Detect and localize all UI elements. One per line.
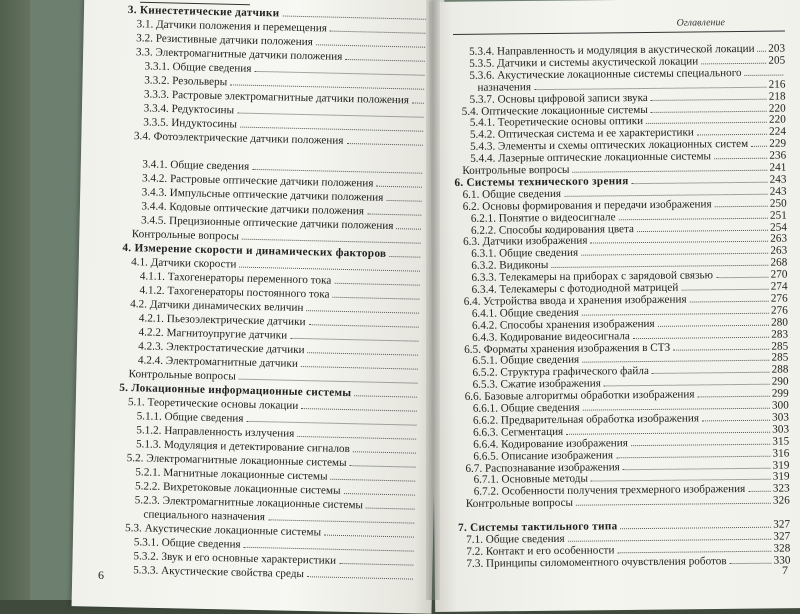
toc-entry-page: 251 bbox=[769, 209, 787, 222]
toc-leader-dots bbox=[230, 84, 424, 89]
toc-entry-page: 327 bbox=[773, 530, 791, 543]
toc-leader-dots bbox=[581, 253, 768, 256]
toc-entry-title: 6.6.3. Сегментация bbox=[472, 425, 564, 439]
toc-leader-dots bbox=[698, 396, 770, 398]
toc-entry-page: 263 bbox=[770, 244, 788, 257]
toc-entry-title: 3.4.1. Общие сведения bbox=[142, 158, 250, 173]
toc-leader-dots bbox=[591, 479, 771, 482]
toc-entry-page: 276 bbox=[770, 304, 788, 317]
toc-leader-dots bbox=[350, 465, 416, 467]
toc-leader-dots bbox=[701, 63, 766, 65]
toc-leader-dots bbox=[651, 110, 767, 112]
toc-leader-dots bbox=[297, 436, 416, 440]
toc-entry-title: 5.1. Теоретические основы локации bbox=[127, 396, 299, 412]
toc-entry-title: 6.3.4. Телекамеры с фотодиодной матрицей bbox=[471, 281, 679, 296]
toc-entry-title: 5.1.2. Направленность излучения bbox=[136, 424, 295, 440]
toc-leader-dots bbox=[715, 205, 768, 207]
toc-entry-page: 290 bbox=[771, 375, 789, 388]
toc-entry-title: 5.3.4. Направленность и модуляция в акустической локации bbox=[468, 42, 755, 58]
toc-leader-dots bbox=[386, 200, 421, 202]
toc-entry-title: 5.2.1. Магнитные локационные системы bbox=[135, 466, 328, 483]
toc-entry-title: 3.2. Резистивные датчики положения bbox=[136, 32, 313, 49]
toc-entry-title: 4.1. Датчики скорости bbox=[131, 256, 237, 271]
toc-entry-title: 4.2.4. Электромагнитные датчики bbox=[137, 354, 299, 370]
toc-entry-title: 5.3. Акустические локационные системы bbox=[124, 522, 322, 539]
toc-entry-title: 3.1. Датчики положения и перемещения bbox=[136, 18, 328, 35]
toc-entry-title: 6.4. Устройства ввода и хранения изображения bbox=[463, 293, 687, 308]
toc-entry-title: 3.3.5. Индуктосины bbox=[143, 116, 238, 131]
toc-leader-dots bbox=[290, 338, 418, 342]
toc-entry-page: 319 bbox=[772, 470, 790, 484]
toc-leader-dots bbox=[412, 102, 424, 103]
toc-leader-dots bbox=[582, 313, 769, 316]
toc-entry-page: 326 bbox=[772, 494, 790, 507]
toc-entry-title: 7.3. Принципы силомоментного очувствления роботов bbox=[466, 554, 727, 570]
toc-leader-dots bbox=[306, 310, 419, 314]
toc-entry-title: 4. Измерение скорости и динамических факторов bbox=[122, 241, 387, 260]
toc-leader-dots bbox=[604, 384, 770, 387]
toc-leader-dots bbox=[576, 503, 771, 506]
toc-entry-page: 303 bbox=[772, 423, 790, 436]
toc-entry-title: 5.4.3. Элементы и схемы оптических локационных систем bbox=[469, 138, 749, 154]
toc-entry-page: 263 bbox=[770, 232, 788, 246]
toc-entry-page: 288 bbox=[771, 363, 789, 376]
toc-leader-dots bbox=[551, 265, 768, 268]
toc-leader-dots bbox=[346, 143, 423, 146]
toc-entry-title: 5.4.2. Оптическая система и ее характеристики bbox=[469, 126, 694, 142]
toc-entry-title: 3.3.2. Резольверы bbox=[144, 74, 228, 89]
toc-entry-title: 5.2.2. Вихретоковые локационные системы bbox=[134, 480, 341, 497]
toc-entry-page: 316 bbox=[772, 447, 790, 460]
toc-entry-page: 276 bbox=[770, 292, 788, 305]
toc-entry-title: 5.3.1. Общие сведения bbox=[133, 536, 241, 551]
toc-entry-title: 5.3.3. Акустические свойства среды bbox=[133, 564, 305, 581]
toc-entry-page: 205 bbox=[768, 54, 786, 67]
running-header-text: Оглавление bbox=[676, 17, 725, 29]
toc-leader-dots bbox=[646, 122, 767, 124]
toc-leader-dots bbox=[651, 98, 767, 100]
toc-entry-page: 328 bbox=[773, 542, 791, 555]
toc-leader-dots bbox=[301, 366, 418, 370]
toc-leader-dots bbox=[246, 421, 416, 426]
toc-entry-page: 303 bbox=[772, 411, 789, 424]
toc-leader-dots bbox=[396, 228, 421, 230]
toc-entry-title: 6.6.2. Предварительная обработка изображения bbox=[472, 412, 700, 427]
toc-entry-title: 6.7.1. Основные методы bbox=[473, 473, 589, 487]
toc-entry-title: 4.1.2. Тахогенераторы постоянного тока bbox=[139, 284, 330, 301]
toc-leader-dots bbox=[758, 51, 767, 52]
toc-entry-page: 300 bbox=[771, 399, 789, 412]
toc-entry-title: 6.2.1. Понятие о видеосигнале bbox=[470, 210, 616, 225]
toc-leader-dots bbox=[745, 74, 784, 75]
toc-entry-title: 6.6. Базовые алгоритмы обработки изображения bbox=[464, 388, 695, 403]
toc-entry-title: 5.3.5. Датчики и системы акустической локации bbox=[469, 55, 699, 70]
toc-entry-title: 6. Системы технического зрения bbox=[454, 175, 629, 189]
toc-entry-title: 6.4.3. Кодирование видеосигнала bbox=[471, 329, 630, 344]
toc-entry-title: 6.3.3. Телекамеры на приборах с зарядовой связью bbox=[471, 269, 713, 284]
toc-leader-dots bbox=[282, 16, 425, 20]
toc-leader-dots bbox=[330, 479, 415, 482]
toc-leader-dots bbox=[330, 31, 426, 34]
toc-entry-page: 224 bbox=[769, 125, 786, 138]
toc-entry-title: 4.2.2. Магнитоупругие датчики bbox=[138, 326, 288, 342]
toc-entry-title: назначения bbox=[477, 80, 532, 94]
toc-entry-page: 270 bbox=[770, 268, 788, 281]
toc-leader-dots bbox=[301, 408, 417, 412]
toc-leader-dots bbox=[534, 86, 767, 89]
toc-entry-title: Контрольные вопросы bbox=[462, 163, 570, 177]
toc-leader-dots bbox=[389, 256, 420, 258]
toc-entry-page: 323 bbox=[772, 482, 790, 495]
toc-entry-title: 4.1.1. Тахогенераторы переменного тока bbox=[139, 270, 332, 287]
toc-entry-title: 6.5.3. Сжатие изображения bbox=[472, 377, 601, 392]
toc-entry-title: 3. Кинестетические датчики bbox=[127, 4, 280, 20]
toc-entry-title: 3.4.4. Кодовые оптические датчики положения bbox=[141, 200, 365, 218]
toc-entry-page: 243 bbox=[769, 185, 787, 198]
toc-leader-dots bbox=[316, 44, 425, 47]
toc-entry-title: 6.6.1. Общие сведения bbox=[472, 401, 580, 415]
toc-entry-title: 6.2.2. Способы кодирования цвета bbox=[470, 222, 635, 237]
toc-leader-dots bbox=[616, 455, 771, 458]
toc-leader-dots bbox=[334, 283, 419, 286]
toc-entry-page: 299 bbox=[771, 387, 789, 400]
toc-leader-dots bbox=[307, 576, 413, 579]
toc-leader-dots bbox=[252, 169, 422, 174]
toc-entry-page: 243 bbox=[769, 173, 787, 186]
toc-leader-dots bbox=[637, 229, 768, 231]
toc-leader-dots bbox=[339, 563, 413, 566]
toc-entry-title: 3.4. Фотоэлектрические датчики положения bbox=[133, 130, 344, 147]
toc-leader-dots bbox=[237, 113, 423, 118]
toc-entry-title: 3.3.3. Растровые электромагнитные датчики положения bbox=[143, 88, 410, 107]
toc-entry-title: 5.1.1. Общие сведения bbox=[136, 410, 244, 425]
toc-entry-title: 3.4.2. Растровые оптические датчики положения bbox=[141, 172, 374, 190]
toc-entry-title: 5.4.1. Теоретические основы оптики bbox=[469, 115, 644, 130]
toc-entry-page: 218 bbox=[768, 90, 786, 103]
toc-entry-title: 3.3.4. Редуктосины bbox=[143, 102, 235, 117]
toc-leader-dots bbox=[623, 467, 771, 470]
toc-entry-title: 6.2. Основы формирования и передачи изображения bbox=[462, 197, 712, 213]
toc-leader-dots bbox=[308, 352, 419, 356]
toc-entry-page: 327 bbox=[773, 518, 791, 531]
toc-entry-page: 315 bbox=[772, 435, 790, 448]
toc-leader-dots bbox=[568, 539, 772, 542]
toc-entry-title: 3.4.5. Прецизионные оптические датчики положения bbox=[140, 214, 394, 233]
toc-entry-title: 5.4.4. Лазерные оптические локационные системы bbox=[470, 150, 712, 165]
toc-entry-title: 6.4.2. Способы хранения изображения bbox=[471, 317, 655, 332]
toc-entry-title: 6.5. Форматы хранения изображения в СТЗ bbox=[464, 341, 671, 356]
toc-entry-page: 241 bbox=[769, 161, 787, 174]
toc-entry-title: 5.1.3. Модуляция и детектирование сигналов bbox=[135, 438, 350, 456]
toc-leader-dots bbox=[702, 420, 770, 422]
toc-entry-title: 6.7.2. Особенности получения трехмерного изображения bbox=[473, 483, 746, 499]
toc-leader-dots bbox=[308, 324, 418, 328]
toc-entry-page: 254 bbox=[770, 221, 787, 234]
page-number-right: 7 bbox=[782, 563, 788, 577]
toc-entry-title: 5.2. Электромагнитные локационные системы bbox=[126, 452, 347, 470]
toc-leader-dots bbox=[632, 182, 768, 184]
toc-leader-dots bbox=[343, 493, 414, 496]
toc-entry-title: 5. Локационные информационные системы bbox=[119, 381, 352, 400]
toc-entry-title: 3.3.1. Общие сведения bbox=[144, 60, 252, 75]
toc-leader-dots bbox=[633, 336, 769, 338]
toc-entry-title: 6.3.2. Видиконы bbox=[471, 259, 549, 273]
toc-entry-page: 319 bbox=[772, 459, 790, 472]
toc-leader-dots bbox=[573, 170, 768, 173]
toc-leader-dots bbox=[566, 431, 770, 434]
toc-entry-page: 330 bbox=[773, 554, 791, 567]
toc-leader-dots bbox=[619, 217, 768, 220]
toc-leader-dots bbox=[354, 395, 417, 397]
toc-leader-dots bbox=[714, 158, 767, 160]
toc-leader-dots bbox=[620, 527, 771, 530]
toc-entry-page: 250 bbox=[769, 197, 787, 210]
page-number-left: 6 bbox=[98, 568, 104, 582]
toc-entry-title: 5.3.6. Акустические локационные системы специального bbox=[469, 66, 742, 82]
toc-entry-page: 285 bbox=[771, 351, 789, 365]
toc-leader-dots bbox=[239, 379, 418, 384]
toc-leader-dots bbox=[324, 535, 414, 538]
toc-leader-dots bbox=[240, 127, 423, 132]
toc-entry-page: 220 bbox=[768, 102, 786, 115]
toc-entry-title: 4.2. Датчики динамических величин bbox=[130, 298, 304, 315]
toc-leader-dots bbox=[345, 59, 425, 62]
toc-entry-title: 6.3.1. Общие сведения bbox=[471, 246, 579, 261]
toc-entry-page: 283 bbox=[771, 328, 789, 341]
toc-leader-dots bbox=[353, 451, 416, 453]
toc-entry-title: 6.5.1. Общие сведения bbox=[472, 354, 580, 368]
toc-leader-dots bbox=[583, 408, 770, 411]
toc-leader-dots bbox=[366, 508, 415, 510]
toc-entry-title: 4.2.1. Пьезоэлектрические датчики bbox=[138, 312, 306, 329]
toc-entry-title: 3.4.3. Импульсные оптические датчики положения bbox=[141, 186, 384, 204]
toc-entry-title: 6.5.2. Структура графического файла bbox=[472, 365, 649, 380]
book-gutter bbox=[426, 0, 440, 600]
toc-entry-title: 7.1. Общие сведения bbox=[466, 532, 565, 546]
toc-leader-dots bbox=[658, 324, 769, 326]
toc-entry-title: 5.2.3. Электромагнитные локационные системы bbox=[134, 494, 364, 512]
toc-leader-dots bbox=[564, 194, 768, 197]
toc-leader-dots bbox=[716, 277, 769, 279]
toc-leader-dots bbox=[748, 491, 771, 492]
toc-leader-dots bbox=[652, 372, 770, 374]
toc-leader-dots bbox=[582, 360, 769, 363]
toc-entry-title: 6.6.4. Кодирование изображения bbox=[473, 436, 628, 451]
toc-entry-title: 5.3.2. Звук и его основные характеристики bbox=[133, 550, 337, 567]
toc-entry-title: специального назначения bbox=[143, 508, 266, 524]
toc-entry-page: 203 bbox=[768, 42, 786, 55]
toc-leader-dots bbox=[681, 289, 768, 291]
toc-entry-title: 3.3. Электромагнитные датчики положения bbox=[135, 46, 343, 63]
toc-entry-title: 4.2.3. Электростатические датчики bbox=[138, 340, 305, 357]
toc-entry-page: 236 bbox=[769, 149, 787, 162]
toc-entry-title: Контрольные вопросы bbox=[131, 228, 240, 243]
toc-leader-dots bbox=[697, 134, 767, 136]
toc-leader-dots bbox=[367, 213, 421, 215]
toc-entry-title: 7. Системы тактильного типа bbox=[457, 520, 618, 534]
toc-leader-dots bbox=[239, 267, 420, 272]
toc-entry-page: 268 bbox=[770, 256, 788, 269]
toc-leader-dots bbox=[332, 297, 419, 300]
toc-leader-dots bbox=[242, 239, 421, 244]
toc-leader-dots bbox=[617, 550, 771, 553]
toc-leader-dots bbox=[631, 443, 771, 445]
toc-entry-page: 216 bbox=[768, 78, 786, 91]
toc-entry-title: 5.3.7. Основы цифровой записи звука bbox=[469, 91, 648, 106]
toc-entry-title: 6.6.5. Описание изображения bbox=[473, 448, 614, 463]
toc-leader-dots bbox=[254, 71, 424, 76]
toc-leader-dots bbox=[591, 241, 769, 244]
toc-leader-dots bbox=[268, 519, 414, 523]
toc-leader-dots bbox=[376, 186, 422, 188]
toc-entry-title: 6.3. Датчики изображения bbox=[462, 234, 588, 249]
toc-entry-page: 285 bbox=[771, 340, 789, 353]
toc-entry-title: Контрольные вопросы bbox=[465, 496, 574, 511]
toc-entry-page: 229 bbox=[769, 137, 787, 150]
toc-entry-title: 6.1. Общие сведения bbox=[462, 187, 562, 201]
toc-entry-title: Контрольные вопросы bbox=[128, 368, 236, 383]
toc-leader-dots bbox=[730, 562, 772, 563]
toc-entry-title: 5.4. Оптические локационные системы bbox=[461, 103, 648, 118]
toc-entry-page: 220 bbox=[768, 113, 786, 127]
toc-entry-title: 6.4.1. Общие сведения bbox=[471, 306, 579, 320]
toc-entry-title: 7.2. Контакт и его особенности bbox=[466, 544, 615, 558]
toc-leader-dots bbox=[751, 146, 767, 147]
toc-leader-dots bbox=[244, 547, 414, 552]
toc-leader-dots bbox=[690, 301, 769, 303]
toc-leader-dots bbox=[673, 348, 769, 350]
toc-entry-title: 6.7. Распознавание изображения bbox=[465, 460, 620, 475]
toc-entry-page: 280 bbox=[771, 316, 788, 329]
toc-entry-page: 274 bbox=[770, 280, 788, 293]
